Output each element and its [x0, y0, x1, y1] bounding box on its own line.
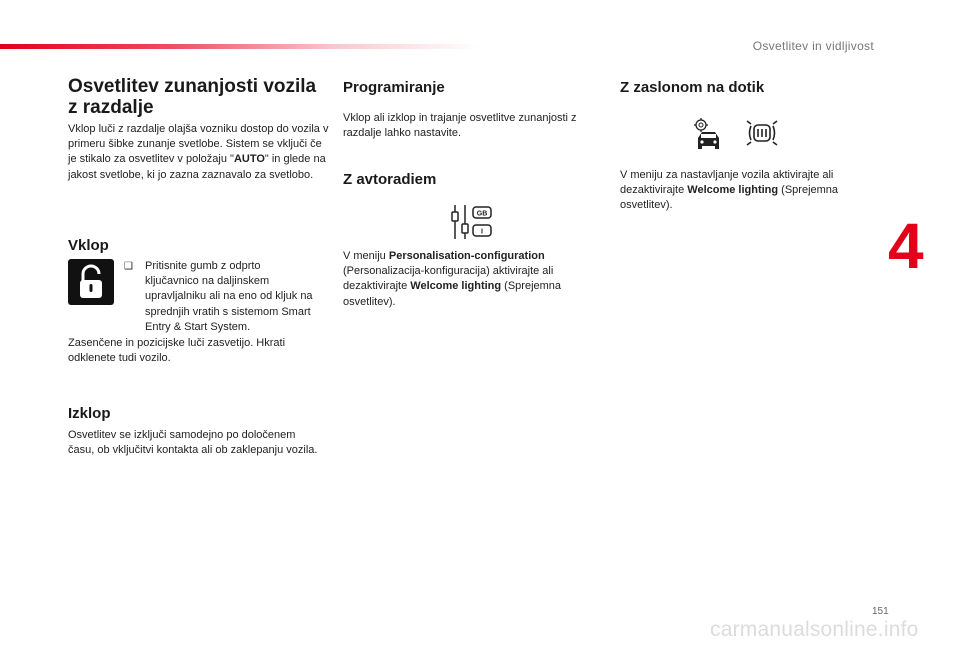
- section-title: Osvetlitev in vidljivost: [752, 39, 874, 53]
- car-settings-icon: [690, 116, 726, 152]
- page-number: 151: [872, 606, 889, 617]
- settings-sliders-icon: [448, 202, 498, 242]
- radio-text-2: (Personalizacija-konfiguracija) aktivirajte ali dezaktivirajte: [343, 265, 554, 293]
- radio-text-1: V meniju: [343, 250, 389, 262]
- vklop-step-text: Pritisnite gumb z odprto ključavnico na daljinskem upravljalniku ali na eno od kljuk na sprednjih vratih s sistemom Smart Entry & Start System.: [145, 260, 313, 333]
- unlock-icon: [68, 259, 114, 305]
- chapter-number: 4: [888, 210, 924, 282]
- step-bullet-icon: ❑: [124, 261, 133, 272]
- autoradio-text: [343, 249, 593, 310]
- intro-text-part-2: " in glede na jakost svetlobe, ki jo zazna zaznavalo za svetlobo.: [68, 153, 326, 181]
- programiranje-heading: Programiranje: [343, 79, 445, 96]
- intro-bold-auto: AUTO: [233, 153, 265, 166]
- watermark: carmanualsonline.info: [710, 618, 919, 641]
- radio-text-3: (Sprejemna osvetlitev).: [343, 280, 562, 308]
- intro-paragraph: [68, 122, 330, 183]
- izklop-heading: Izklop: [68, 405, 111, 422]
- autoradio-heading: Z avtoradiem: [343, 171, 437, 188]
- vklop-heading: Vklop: [68, 237, 109, 254]
- vklop-after-text: Zasenčene in pozicijske luči zasvetijo. Hkrati odklenete tudi vozilo.: [68, 337, 286, 365]
- radio-badge-i: I: [481, 228, 483, 236]
- header-accent-bar: [0, 44, 480, 49]
- touchscreen-heading: Z zaslonom na dotik: [620, 79, 765, 96]
- radio-bold-welcome: Welcome lighting: [410, 280, 502, 293]
- vklop-step: [124, 259, 314, 335]
- radio-badge-gb: GB: [476, 210, 488, 218]
- touch-text-1: V meniju za nastavljanje vozila aktivirajte ali dezaktivirajte: [620, 169, 834, 197]
- radio-bold-menu: Personalisation-configuration: [388, 250, 545, 262]
- izklop-text: Osvetlitev se izključi samodejno po določenem času, ob vključitvi kontakta ali ob zaklepanju vozila.: [68, 429, 318, 457]
- exterior-lights-icon: [744, 116, 780, 152]
- intro-text-part-1: Vklop luči z razdalje olajša vozniku dostop do vozila v primeru šibke zunanje svetlobe. Sistem se vključi če je stikalo za osvetlitev v položaju ": [68, 123, 329, 166]
- touch-bold-welcome: Welcome lighting: [687, 184, 779, 197]
- touchscreen-text: [620, 168, 875, 214]
- touch-text-2: (Sprejemna osvetlitev).: [620, 184, 839, 212]
- programiranje-text: Vklop ali izklop in trajanje osvetlitve zunanjosti z razdalje lahko nastavite.: [343, 112, 577, 140]
- page-title: Osvetlitev zunanjosti vozila z razdalje: [68, 76, 317, 118]
